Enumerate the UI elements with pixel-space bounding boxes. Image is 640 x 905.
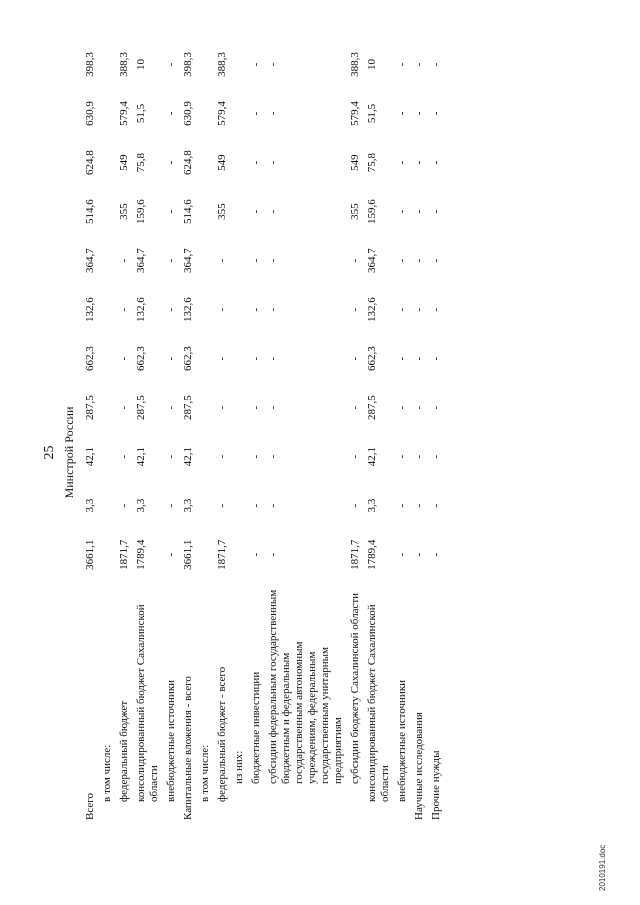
value-cell: - bbox=[430, 111, 442, 116]
value-cell: 514,6 bbox=[84, 199, 96, 224]
value-cell: 662,3 bbox=[135, 346, 147, 371]
value-cell: 1871,7 bbox=[349, 539, 361, 570]
value-cell: - bbox=[216, 503, 228, 508]
value-cell: 662,3 bbox=[84, 346, 96, 371]
table-row bbox=[231, 40, 248, 820]
row-label: Прочие нужды bbox=[430, 750, 442, 820]
value-cell: - bbox=[250, 307, 262, 312]
value-cell bbox=[99, 40, 116, 89]
value-cell: - bbox=[118, 356, 130, 361]
value-cell: - bbox=[216, 258, 228, 263]
table-row bbox=[364, 40, 394, 820]
value-cell: - bbox=[413, 258, 425, 263]
value-cell: - bbox=[165, 307, 177, 312]
value-cell: - bbox=[165, 160, 177, 165]
value-cell: - bbox=[250, 405, 262, 410]
value-cell: - bbox=[267, 209, 279, 214]
value-cell: 51,5 bbox=[366, 103, 378, 124]
value-cell: - bbox=[430, 160, 442, 165]
value-cell: 3,3 bbox=[84, 498, 96, 513]
value-cell: 51,5 bbox=[135, 103, 147, 124]
value-cell bbox=[231, 40, 248, 89]
budget-table-body bbox=[82, 40, 445, 820]
value-cell: - bbox=[430, 356, 442, 361]
value-cell: 3661,1 bbox=[182, 539, 194, 570]
value-cell: 398,3 bbox=[84, 52, 96, 77]
table-row bbox=[411, 40, 428, 820]
row-label: бюджетные инвестиции bbox=[250, 671, 262, 784]
value-cell bbox=[231, 138, 248, 187]
value-cell bbox=[197, 138, 214, 187]
page-number: 25 bbox=[42, 445, 57, 460]
value-cell: - bbox=[165, 62, 177, 67]
value-cell bbox=[197, 236, 214, 285]
value-cell: - bbox=[413, 503, 425, 508]
row-label: Научные исследования bbox=[413, 712, 425, 820]
value-cell bbox=[99, 432, 116, 481]
value-cell: - bbox=[396, 356, 408, 361]
value-cell: - bbox=[349, 503, 361, 508]
value-cell bbox=[231, 432, 248, 481]
value-cell: - bbox=[250, 111, 262, 116]
value-cell: 579,4 bbox=[216, 101, 228, 126]
value-cell: - bbox=[413, 356, 425, 361]
value-cell: 3,3 bbox=[135, 498, 147, 513]
value-cell bbox=[197, 89, 214, 138]
row-label: из них: bbox=[233, 750, 245, 784]
value-cell: 579,4 bbox=[349, 101, 361, 126]
value-cell: 1789,4 bbox=[366, 539, 378, 570]
value-cell: - bbox=[349, 356, 361, 361]
value-cell bbox=[197, 334, 214, 383]
value-cell: 514,6 bbox=[182, 199, 194, 224]
table-row bbox=[248, 40, 265, 820]
value-cell: - bbox=[396, 62, 408, 67]
value-cell: 159,6 bbox=[135, 199, 147, 224]
value-cell: - bbox=[267, 160, 279, 165]
value-cell: - bbox=[165, 405, 177, 410]
value-cell: - bbox=[430, 209, 442, 214]
value-cell: - bbox=[118, 405, 130, 410]
value-cell: - bbox=[267, 307, 279, 312]
value-cell: - bbox=[267, 111, 279, 116]
value-cell: - bbox=[430, 454, 442, 459]
value-cell: 388,3 bbox=[118, 52, 130, 77]
row-label: Капитальные вложения - всего bbox=[182, 676, 194, 820]
value-cell: - bbox=[396, 209, 408, 214]
value-cell: 42,1 bbox=[84, 447, 96, 467]
value-cell bbox=[99, 138, 116, 187]
value-cell: 364,7 bbox=[182, 248, 194, 273]
value-cell: 355 bbox=[216, 203, 228, 220]
value-cell: 624,8 bbox=[182, 150, 194, 175]
value-cell bbox=[99, 481, 116, 530]
value-cell bbox=[99, 383, 116, 432]
value-cell: 364,7 bbox=[366, 248, 378, 273]
value-cell: - bbox=[349, 454, 361, 459]
value-cell: 388,3 bbox=[349, 52, 361, 77]
value-cell: 1871,7 bbox=[118, 539, 130, 570]
value-cell: - bbox=[250, 258, 262, 263]
value-cell bbox=[231, 89, 248, 138]
value-cell: - bbox=[413, 405, 425, 410]
value-cell: - bbox=[118, 454, 130, 459]
value-cell: - bbox=[413, 454, 425, 459]
value-cell: 364,7 bbox=[135, 248, 147, 273]
value-cell: 3661,1 bbox=[84, 539, 96, 570]
value-cell: - bbox=[165, 258, 177, 263]
value-cell: - bbox=[165, 111, 177, 116]
row-label: федеральный бюджет - всего bbox=[216, 666, 228, 802]
value-cell: 1871,7 bbox=[216, 539, 228, 570]
value-cell: - bbox=[267, 454, 279, 459]
value-cell: 662,3 bbox=[366, 346, 378, 371]
value-cell: 388,3 bbox=[216, 52, 228, 77]
value-cell: - bbox=[349, 307, 361, 312]
value-cell: - bbox=[216, 405, 228, 410]
row-label: в том числе: bbox=[101, 744, 113, 802]
value-cell: - bbox=[267, 503, 279, 508]
value-cell: - bbox=[430, 62, 442, 67]
value-cell: - bbox=[430, 307, 442, 312]
row-label: Всего bbox=[84, 793, 96, 820]
row-label: консолидированный бюджет Сахалинской области bbox=[366, 604, 391, 802]
value-cell: - bbox=[118, 503, 130, 508]
value-cell: - bbox=[250, 454, 262, 459]
value-cell bbox=[197, 383, 214, 432]
value-cell: - bbox=[430, 503, 442, 508]
value-cell: 42,1 bbox=[182, 447, 194, 467]
value-cell: - bbox=[413, 111, 425, 116]
value-cell bbox=[99, 334, 116, 383]
value-cell: 630,9 bbox=[182, 101, 194, 126]
value-cell: 132,6 bbox=[366, 297, 378, 322]
value-cell bbox=[197, 530, 214, 579]
value-cell: - bbox=[413, 62, 425, 67]
value-cell: 132,6 bbox=[182, 297, 194, 322]
table-row bbox=[347, 40, 364, 820]
table-row bbox=[133, 40, 163, 820]
value-cell bbox=[99, 236, 116, 285]
value-cell: 355 bbox=[349, 203, 361, 220]
value-cell: - bbox=[267, 552, 279, 557]
value-cell: - bbox=[413, 160, 425, 165]
value-cell: - bbox=[165, 454, 177, 459]
value-cell: - bbox=[349, 258, 361, 263]
value-cell: - bbox=[413, 209, 425, 214]
value-cell: - bbox=[216, 356, 228, 361]
row-label: внебюджетные источники bbox=[396, 679, 408, 802]
table-row bbox=[82, 40, 99, 820]
value-cell bbox=[231, 236, 248, 285]
value-cell: - bbox=[165, 356, 177, 361]
value-cell: - bbox=[396, 503, 408, 508]
value-cell: 10 bbox=[366, 59, 378, 71]
row-label: консолидированный бюджет Сахалинской области bbox=[135, 604, 160, 802]
value-cell: - bbox=[267, 405, 279, 410]
value-cell bbox=[231, 285, 248, 334]
value-cell: 364,7 bbox=[84, 248, 96, 273]
row-label: субсидии бюджету Сахалинской области bbox=[349, 592, 361, 784]
row-label: субсидии федеральным государственным бюджетным и федеральным государственным автономным учреждениям, федеральным государственным унитарным предприятиям bbox=[267, 589, 344, 784]
value-cell: 287,5 bbox=[366, 395, 378, 421]
value-cell: 3,3 bbox=[182, 498, 194, 513]
ministry-header: Минстрой России bbox=[62, 406, 76, 499]
value-cell bbox=[99, 285, 116, 334]
table-row bbox=[265, 40, 347, 820]
value-cell: 287,5 bbox=[182, 395, 194, 421]
table-row bbox=[394, 40, 411, 820]
value-cell: - bbox=[165, 503, 177, 508]
value-cell: 549 bbox=[118, 154, 130, 171]
value-cell: 159,6 bbox=[366, 199, 378, 224]
value-cell: - bbox=[118, 307, 130, 312]
table-row bbox=[163, 40, 180, 820]
value-cell: 287,5 bbox=[84, 395, 96, 421]
value-cell: - bbox=[267, 62, 279, 67]
value-cell bbox=[231, 334, 248, 383]
footer-filename: 2010191.doc bbox=[598, 844, 607, 891]
value-cell: - bbox=[267, 356, 279, 361]
table-row bbox=[428, 40, 445, 820]
value-cell: 42,1 bbox=[366, 447, 378, 467]
value-cell: - bbox=[250, 209, 262, 214]
value-cell: 132,6 bbox=[84, 297, 96, 322]
table-row bbox=[214, 40, 231, 820]
value-cell: 75,8 bbox=[135, 152, 147, 173]
value-cell bbox=[197, 187, 214, 236]
value-cell bbox=[197, 481, 214, 530]
value-cell: - bbox=[216, 454, 228, 459]
value-cell: - bbox=[430, 552, 442, 557]
value-cell: - bbox=[118, 258, 130, 263]
value-cell: - bbox=[165, 209, 177, 214]
value-cell: 355 bbox=[118, 203, 130, 220]
value-cell: - bbox=[413, 307, 425, 312]
value-cell: - bbox=[250, 160, 262, 165]
value-cell: 132,6 bbox=[135, 297, 147, 322]
row-label: внебюджетные источники bbox=[165, 679, 177, 802]
value-cell bbox=[231, 481, 248, 530]
row-label: в том числе: bbox=[199, 744, 211, 802]
value-cell: - bbox=[250, 62, 262, 67]
value-cell: - bbox=[430, 258, 442, 263]
value-cell bbox=[197, 432, 214, 481]
value-cell: 42,1 bbox=[135, 447, 147, 467]
value-cell bbox=[99, 530, 116, 579]
budget-table bbox=[82, 40, 445, 820]
value-cell: 549 bbox=[216, 154, 228, 171]
value-cell bbox=[99, 89, 116, 138]
table-row bbox=[180, 40, 197, 820]
value-cell: - bbox=[250, 503, 262, 508]
value-cell: 624,8 bbox=[84, 150, 96, 175]
value-cell: - bbox=[165, 552, 177, 557]
table-row bbox=[197, 40, 214, 820]
value-cell: - bbox=[216, 307, 228, 312]
value-cell: - bbox=[267, 258, 279, 263]
value-cell: 10 bbox=[135, 59, 147, 71]
value-cell: - bbox=[413, 552, 425, 557]
value-cell: - bbox=[396, 307, 408, 312]
value-cell: 549 bbox=[349, 154, 361, 171]
value-cell: - bbox=[250, 356, 262, 361]
value-cell bbox=[231, 530, 248, 579]
value-cell bbox=[197, 285, 214, 334]
value-cell: 662,3 bbox=[182, 346, 194, 371]
value-cell: - bbox=[396, 405, 408, 410]
value-cell: - bbox=[396, 111, 408, 116]
value-cell: - bbox=[396, 258, 408, 263]
value-cell: - bbox=[396, 552, 408, 557]
value-cell bbox=[197, 40, 214, 89]
value-cell bbox=[99, 187, 116, 236]
value-cell: 1789,4 bbox=[135, 539, 147, 570]
value-cell: - bbox=[250, 552, 262, 557]
value-cell: 630,9 bbox=[84, 101, 96, 126]
table-row bbox=[99, 40, 116, 820]
value-cell: 75,8 bbox=[366, 152, 378, 173]
value-cell: 3,3 bbox=[366, 498, 378, 513]
value-cell: 287,5 bbox=[135, 395, 147, 421]
value-cell bbox=[231, 187, 248, 236]
table-row bbox=[116, 40, 133, 820]
value-cell: 398,3 bbox=[182, 52, 194, 77]
value-cell: - bbox=[396, 454, 408, 459]
value-cell: - bbox=[349, 405, 361, 410]
value-cell bbox=[231, 383, 248, 432]
value-cell: 579,4 bbox=[118, 101, 130, 126]
row-label: федеральный бюджет bbox=[118, 700, 130, 802]
value-cell: - bbox=[430, 405, 442, 410]
value-cell: - bbox=[396, 160, 408, 165]
